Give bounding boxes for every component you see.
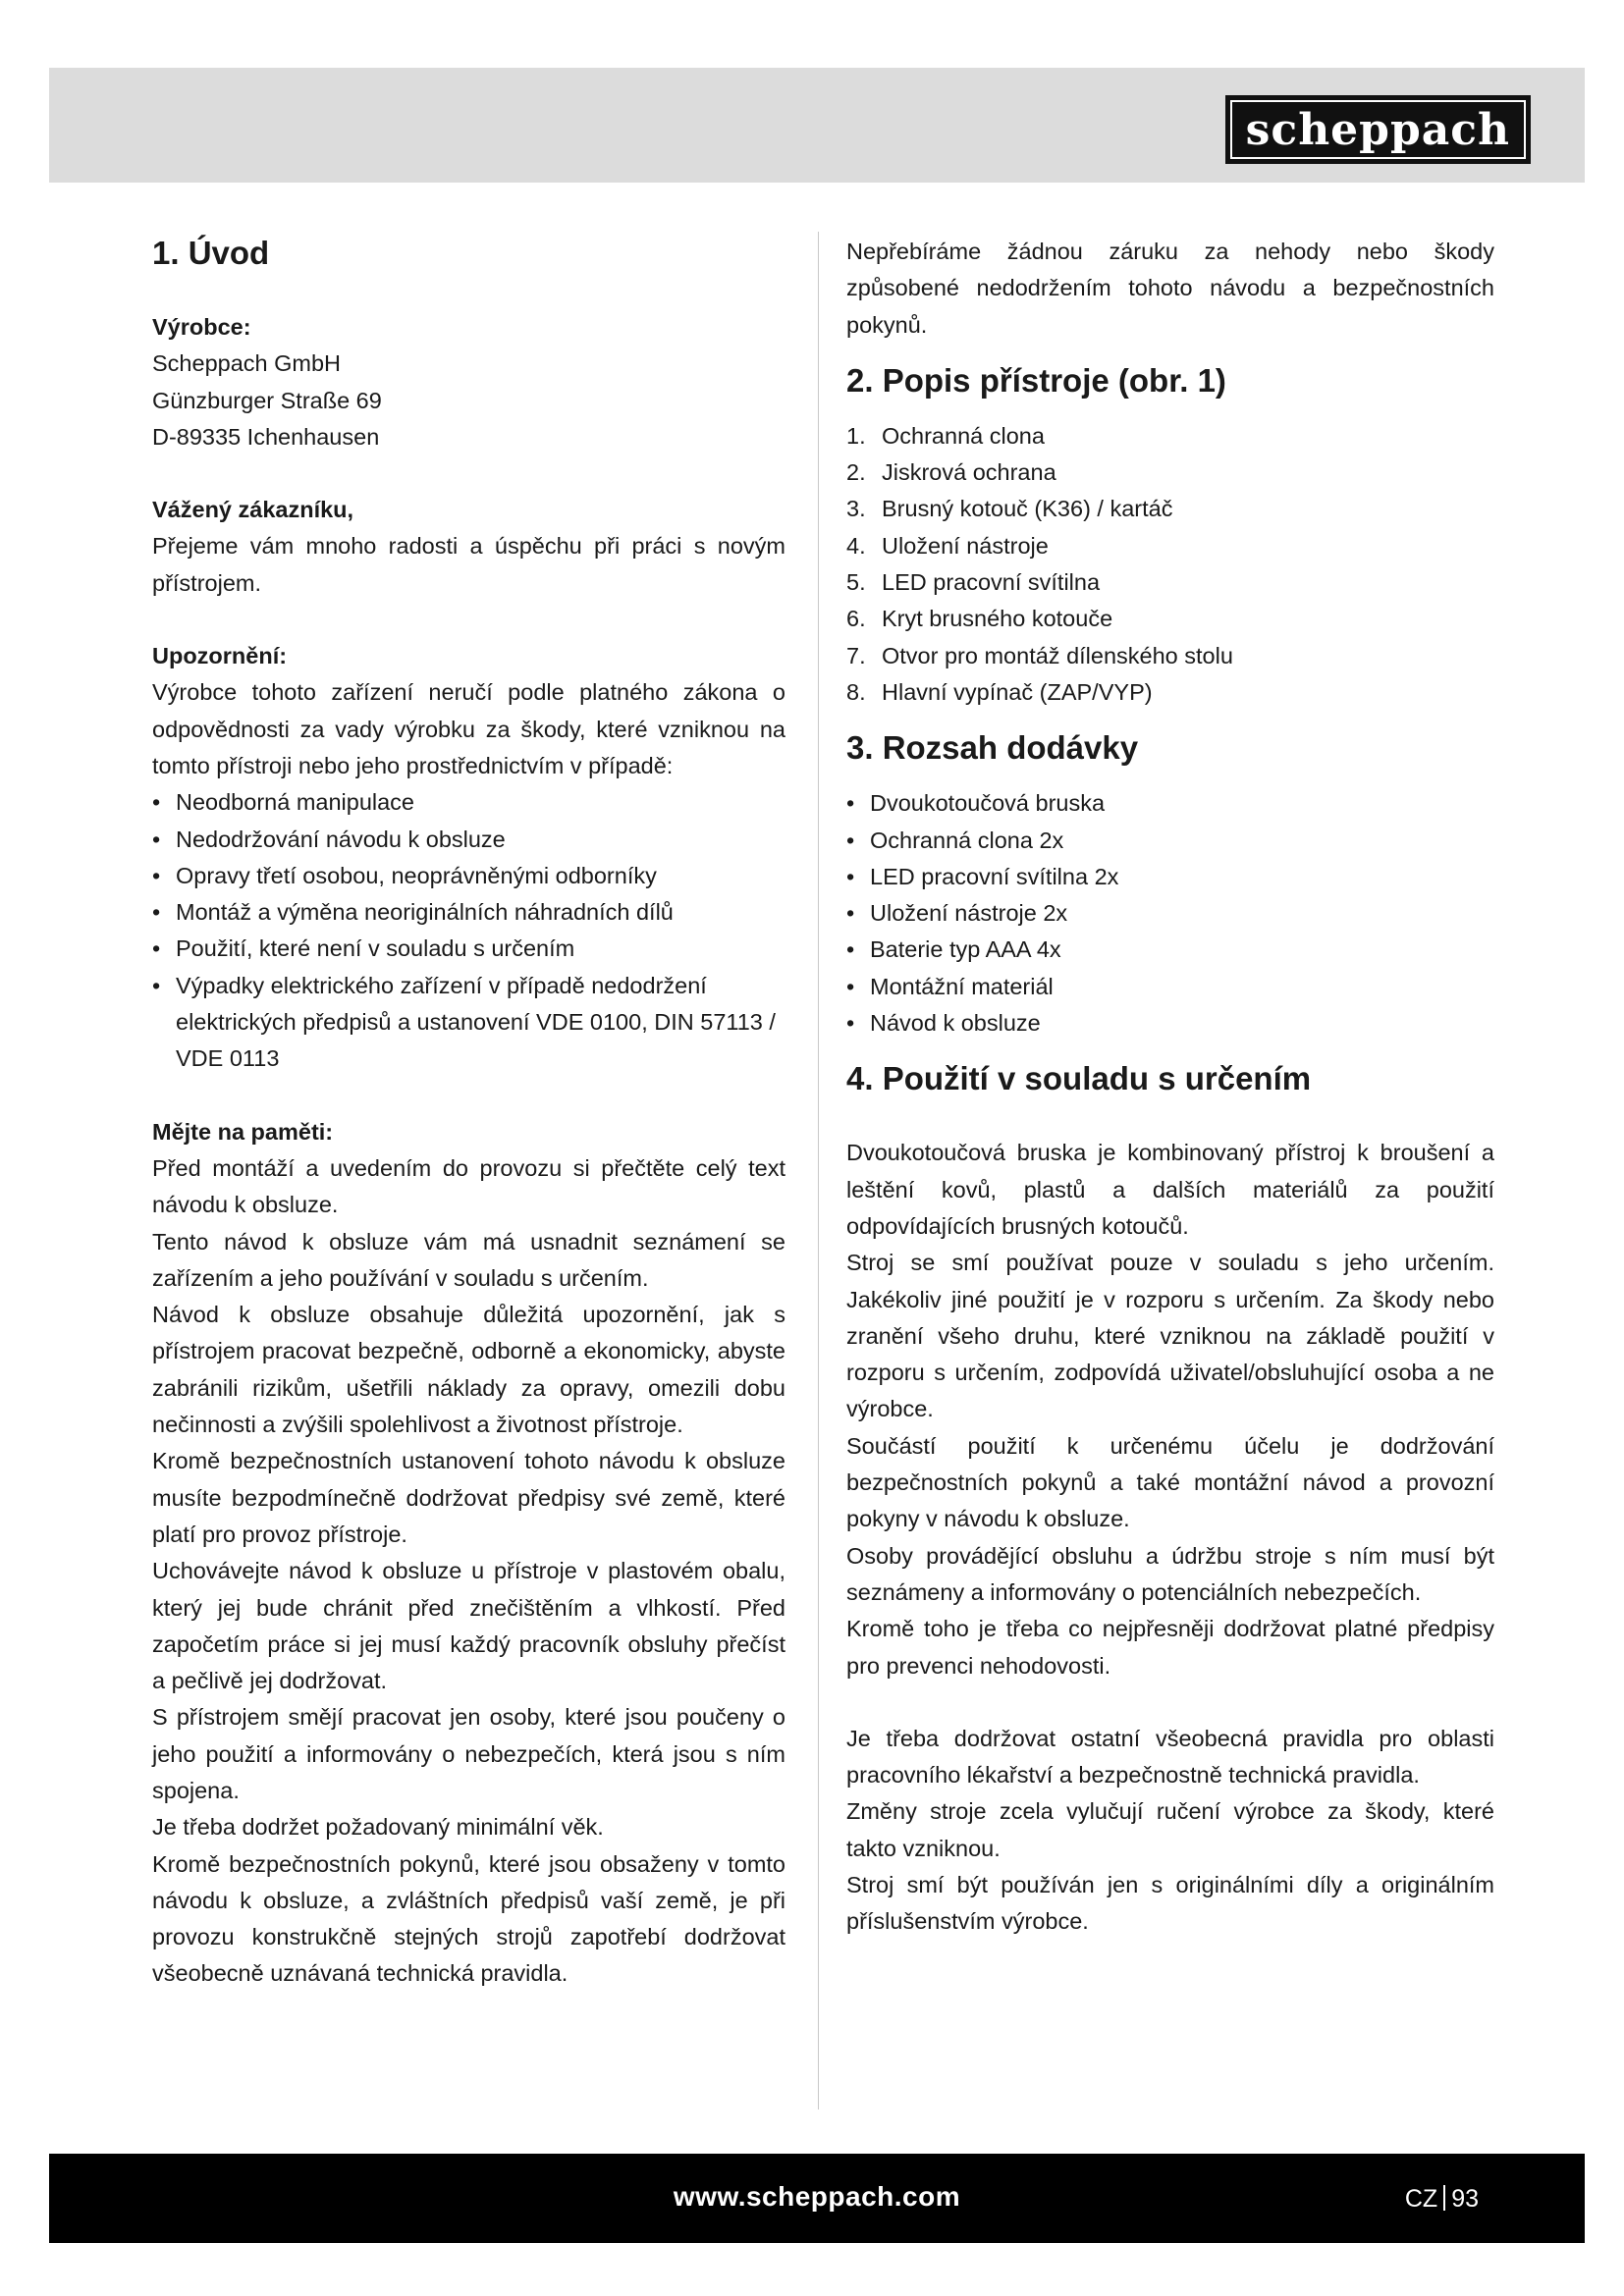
page-number-value: 93 bbox=[1451, 2185, 1479, 2213]
list-item: • Opravy třetí osobou, neoprávněnými odborníky bbox=[152, 858, 785, 894]
intro-disclaimer: Nepřebíráme žádnou záruku za nehody nebo škody způsobené nedodržením tohoto návodu a bezpečnostních pokynů. bbox=[846, 239, 1494, 338]
notice-label: Upozornění: bbox=[152, 643, 288, 669]
use-paragraph: Stroj se smí používat pouze v souladu s jeho určením. Jakékoliv jiné použití je v rozporu s určením. Za škody nebo zranění všeho druhu, které vzniknou na základě použití v rozporu s určením, zodpovídá uživatel/obsluhující osoba a ne výrobce. bbox=[846, 1250, 1494, 1422]
use-paragraph: Osoby provádějící obsluhu a údržbu stroje s ním musí být seznámeny a informovány o potenciálních nebezpečích. bbox=[846, 1542, 1494, 1605]
intended-use-heading: 4. Použití v souladu s určením bbox=[846, 1060, 1312, 1097]
use-paragraph: Součástí použití k určenému účelu je dodržování bezpečnostních pokynů a také montážní návod a provozní pokyny v návodu k obsluze. bbox=[846, 1432, 1494, 1532]
list-item: 6. Kryt brusného kotouče bbox=[846, 606, 1113, 632]
manufacturer-label: Výrobce: bbox=[152, 314, 251, 340]
list-item: • Uložení nástroje 2x bbox=[846, 895, 1494, 932]
scheppach-logo: scheppach bbox=[1225, 95, 1531, 164]
list-item: • Použití, které není v souladu s určením bbox=[152, 931, 785, 967]
dear-customer-label: Vážený zákazníku, bbox=[152, 497, 354, 523]
parts-list bbox=[846, 418, 1494, 711]
column-divider bbox=[818, 232, 819, 2109]
manufacturer-line: Scheppach GmbH bbox=[152, 350, 342, 377]
list-item: • Návod k obsluze bbox=[846, 1005, 1494, 1041]
remember-paragraph: Tento návod k obsluze vám má usnadnit seznámení se zařízením a jeho používání v souladu s určením. bbox=[152, 1228, 785, 1291]
remember-paragraph: Před montáží a uvedením do provozu si přečtěte celý text návodu k obsluze. bbox=[152, 1154, 785, 1218]
description-heading: 2. Popis přístroje (obr. 1) bbox=[846, 361, 1226, 399]
list-item: • Neodborná manipulace bbox=[152, 784, 785, 821]
remember-paragraph: Uchovávejte návod k obsluze u přístroje v plastovém obalu, který jej bude chránit před znečištěním a vlhkostí. Před započetím práce si jej musí každý pracovník obsluhy přečíst a pečlivě jej dodržovat. bbox=[152, 1558, 785, 1694]
list-item: 1. Ochranná clona bbox=[846, 422, 1045, 449]
page-header bbox=[49, 68, 1585, 183]
list-item: • Nedodržování návodu k obsluze bbox=[152, 822, 785, 858]
page-number bbox=[1405, 2185, 1479, 2214]
list-item: • Baterie typ AAA 4x bbox=[846, 932, 1494, 968]
scope-list bbox=[846, 785, 1494, 1041]
manufacturer-line: D-89335 Ichenhausen bbox=[152, 423, 380, 450]
list-item: • Ochranná clona 2x bbox=[846, 823, 1494, 859]
remember-label: Mějte na paměti: bbox=[152, 1118, 334, 1145]
right-column bbox=[846, 234, 1494, 1941]
manufacturer-line: Günzburger Straße 69 bbox=[152, 387, 382, 413]
list-item: 4. Uložení nástroje bbox=[846, 532, 1049, 559]
remember-paragraph: Kromě bezpečnostních ustanovení tohoto návodu k obsluze musíte bezpodmínečně dodržovat předpisy své země, které platí pro provoz přístroje. bbox=[152, 1448, 785, 1547]
separator bbox=[1443, 2185, 1445, 2211]
language-code: CZ bbox=[1404, 2185, 1438, 2213]
list-item: 8. Hlavní vypínač (ZAP/VYP) bbox=[846, 678, 1153, 705]
list-item: 2. Jiskrová ochrana bbox=[846, 459, 1056, 486]
remember-paragraph: Je třeba dodržet požadovaný minimální věk. bbox=[152, 1814, 604, 1841]
list-item: 3. Brusný kotouč (K36) / kartáč bbox=[846, 496, 1173, 522]
notice-list bbox=[152, 784, 785, 1077]
notice-text: Výrobce tohoto zařízení neručí podle platného zákona o odpovědnosti za vady výrobku za škody, které vzniknou na tomto přístroji nebo jeho prostřednictvím v případě: bbox=[152, 679, 785, 778]
use-paragraph: Změny stroje zcela vylučují ručení výrobce za škody, které takto vzniknou. bbox=[846, 1798, 1494, 1861]
list-item: 5. LED pracovní svítilna bbox=[846, 569, 1101, 596]
scope-heading: 3. Rozsah dodávky bbox=[846, 729, 1139, 767]
remember-paragraph: Kromě bezpečnostních pokynů, které jsou obsaženy v tomto návodu k obsluze, a zvláštních předpisů vaší země, je při provozu konstrukčně stejných strojů zapotřebí dodržovat všeobecně uznávaná technická pravidla. bbox=[152, 1850, 785, 1987]
list-item: • Montážní materiál bbox=[846, 969, 1494, 1005]
website-link[interactable]: www.scheppach.com bbox=[673, 2181, 961, 2212]
use-paragraph: Kromě toho je třeba co nejpřesněji dodržovat platné předpisy pro prevenci nehodovosti. bbox=[846, 1616, 1494, 1679]
use-paragraph: Stroj smí být používán jen s originálními díly a originálním příslušenstvím výrobce. bbox=[846, 1871, 1494, 1935]
list-item: • LED pracovní svítilna 2x bbox=[846, 859, 1494, 895]
use-paragraph: Dvoukotoučová bruska je kombinovaný přístroj k broušení a leštění kovů, plastů a dalších materiálů za použití odpovídajících brusných kotoučů. bbox=[846, 1140, 1494, 1239]
list-item: 7. Otvor pro montáž dílenského stolu bbox=[846, 642, 1233, 668]
remember-paragraph: Návod k obsluze obsahuje důležitá upozornění, jak s přístrojem pracovat bezpečně, odborně a ekonomicky, abyste zabránili rizikům, ušetřili náklady za opravy, omezili dobu nečinnosti a zvýšili spolehlivost a životnost přístroje. bbox=[152, 1302, 785, 1438]
remember-paragraph: S přístrojem smějí pracovat jen osoby, které jsou poučeny o jeho použití a informovány o nebezpečích, která jsou s ním spojena. bbox=[152, 1704, 785, 1803]
use-paragraph: Je třeba dodržovat ostatní všeobecná pravidla pro oblasti pracovního lékařství a bezpečnostně technická pravidla. bbox=[846, 1725, 1494, 1789]
left-column bbox=[152, 234, 785, 1993]
list-item: • Dvoukotoučová bruska bbox=[846, 785, 1494, 822]
list-item: • Výpadky elektrického zařízení v případě nedodržení elektrických předpisů a ustanovení VDE 0100, DIN 57113 / VDE 0113 bbox=[152, 968, 785, 1078]
dear-customer-text: Přejeme vám mnoho radosti a úspěchu při práci s novým přístrojem. bbox=[152, 533, 785, 596]
list-item: • Montáž a výměna neoriginálních náhradních dílů bbox=[152, 894, 785, 931]
intro-heading: 1. Úvod bbox=[152, 235, 270, 271]
page-footer bbox=[49, 2154, 1585, 2243]
